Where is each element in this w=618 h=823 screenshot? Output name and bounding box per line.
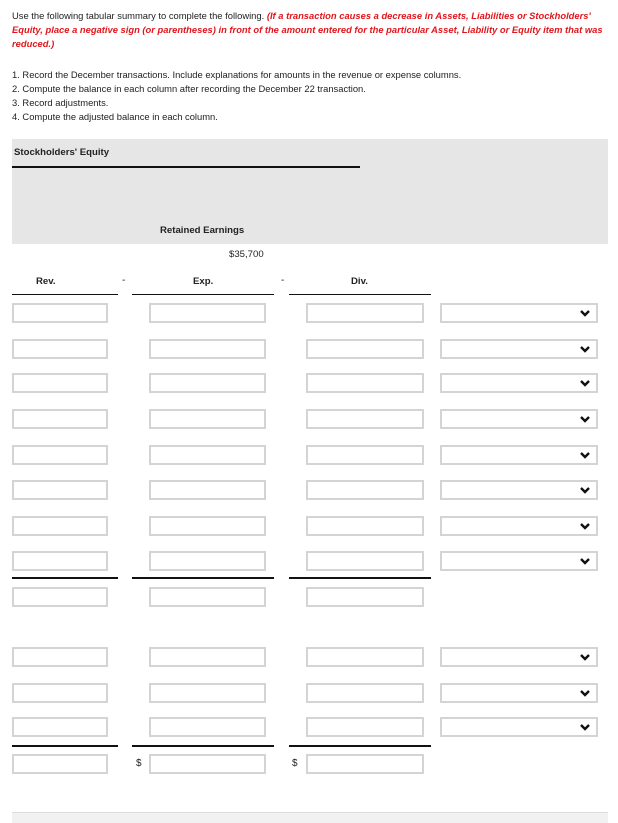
- beginning-balance: $35,700: [229, 249, 264, 260]
- exp-input[interactable]: [149, 303, 266, 323]
- chevron-down-icon: [579, 377, 591, 389]
- explanation-dropdown[interactable]: [440, 339, 598, 359]
- instructions-note: (If a transaction causes a decrease in Assets, Liabilities or Stockholders' Equity, place a negative sign (or parentheses) in front of the amount entered for the particular Asset, Liability or Equity item that was reduced.): [12, 10, 603, 49]
- exp-input[interactable]: [149, 445, 266, 465]
- rev-adjustment-input[interactable]: [12, 683, 108, 703]
- currency-symbol: $: [292, 758, 298, 769]
- exp-column-header: Exp.: [193, 276, 214, 287]
- explanation-dropdown[interactable]: [440, 717, 598, 737]
- minus-sign: -: [122, 275, 126, 286]
- instructions-text: [12, 9, 604, 51]
- exp-input[interactable]: [149, 339, 266, 359]
- rev-input[interactable]: [12, 373, 108, 393]
- total-line: [132, 577, 274, 579]
- explanation-dropdown[interactable]: [440, 409, 598, 429]
- column-underline: [289, 294, 431, 295]
- explanation-dropdown[interactable]: [440, 683, 598, 703]
- exp-balance-input[interactable]: [149, 587, 266, 607]
- rev-input[interactable]: [12, 445, 108, 465]
- chevron-down-icon: [579, 413, 591, 425]
- exp-input[interactable]: [149, 373, 266, 393]
- chevron-down-icon: [579, 449, 591, 461]
- chevron-down-icon: [579, 555, 591, 567]
- step-3: 3. Record adjustments.: [12, 97, 109, 108]
- div-input[interactable]: [306, 409, 424, 429]
- div-adjustment-input[interactable]: [306, 717, 424, 737]
- chevron-down-icon: [579, 721, 591, 733]
- rev-adjusted-balance-input[interactable]: [12, 754, 108, 774]
- step-4: 4. Compute the adjusted balance in each column.: [12, 111, 218, 122]
- div-input[interactable]: [306, 480, 424, 500]
- chevron-down-icon: [579, 307, 591, 319]
- rev-input[interactable]: [12, 409, 108, 429]
- explanation-dropdown[interactable]: [440, 303, 598, 323]
- header-divider: [12, 166, 360, 168]
- exp-adjusted-balance-input[interactable]: [149, 754, 266, 774]
- total-line: [132, 745, 274, 747]
- next-section-panel: [12, 812, 608, 823]
- column-underline: [12, 294, 118, 295]
- exp-input[interactable]: [149, 409, 266, 429]
- total-line: [289, 745, 431, 747]
- div-input[interactable]: [306, 551, 424, 571]
- div-adjusted-balance-input[interactable]: [306, 754, 424, 774]
- div-column-header: Div.: [351, 276, 368, 287]
- rev-input[interactable]: [12, 551, 108, 571]
- total-line: [289, 577, 431, 579]
- rev-input[interactable]: [12, 480, 108, 500]
- explanation-dropdown[interactable]: [440, 373, 598, 393]
- step-2: 2. Compute the balance in each column after recording the December 22 transaction.: [12, 83, 366, 94]
- exp-input[interactable]: [149, 516, 266, 536]
- explanation-dropdown[interactable]: [440, 647, 598, 667]
- rev-input[interactable]: [12, 339, 108, 359]
- chevron-down-icon: [579, 651, 591, 663]
- rev-adjustment-input[interactable]: [12, 647, 108, 667]
- div-input[interactable]: [306, 373, 424, 393]
- column-underline: [132, 294, 274, 295]
- chevron-down-icon: [579, 343, 591, 355]
- rev-balance-input[interactable]: [12, 587, 108, 607]
- stockholders-equity-title: Stockholders' Equity: [14, 147, 110, 158]
- explanation-dropdown[interactable]: [440, 551, 598, 571]
- div-input[interactable]: [306, 339, 424, 359]
- exp-input[interactable]: [149, 480, 266, 500]
- currency-symbol: $: [136, 758, 142, 769]
- explanation-dropdown[interactable]: [440, 480, 598, 500]
- chevron-down-icon: [579, 687, 591, 699]
- exp-adjustment-input[interactable]: [149, 683, 266, 703]
- total-line: [12, 745, 118, 747]
- instructions-intro: Use the following tabular summary to complete the following.: [12, 10, 265, 21]
- step-1: 1. Record the December transactions. Include explanations for amounts in the revenue or expense columns.: [12, 69, 462, 80]
- exp-adjustment-input[interactable]: [149, 717, 266, 737]
- div-adjustment-input[interactable]: [306, 647, 424, 667]
- div-adjustment-input[interactable]: [306, 683, 424, 703]
- rev-input[interactable]: [12, 303, 108, 323]
- minus-sign: -: [281, 275, 285, 286]
- chevron-down-icon: [579, 484, 591, 496]
- div-input[interactable]: [306, 516, 424, 536]
- exp-input[interactable]: [149, 551, 266, 571]
- total-line: [12, 577, 118, 579]
- explanation-dropdown[interactable]: [440, 516, 598, 536]
- exp-adjustment-input[interactable]: [149, 647, 266, 667]
- explanation-dropdown[interactable]: [440, 445, 598, 465]
- rev-input[interactable]: [12, 516, 108, 536]
- steps-list: [12, 68, 461, 124]
- retained-earnings-title: Retained Earnings: [160, 225, 245, 236]
- div-balance-input[interactable]: [306, 587, 424, 607]
- chevron-down-icon: [579, 520, 591, 532]
- rev-adjustment-input[interactable]: [12, 717, 108, 737]
- rev-column-header: Rev.: [36, 276, 56, 287]
- div-input[interactable]: [306, 303, 424, 323]
- div-input[interactable]: [306, 445, 424, 465]
